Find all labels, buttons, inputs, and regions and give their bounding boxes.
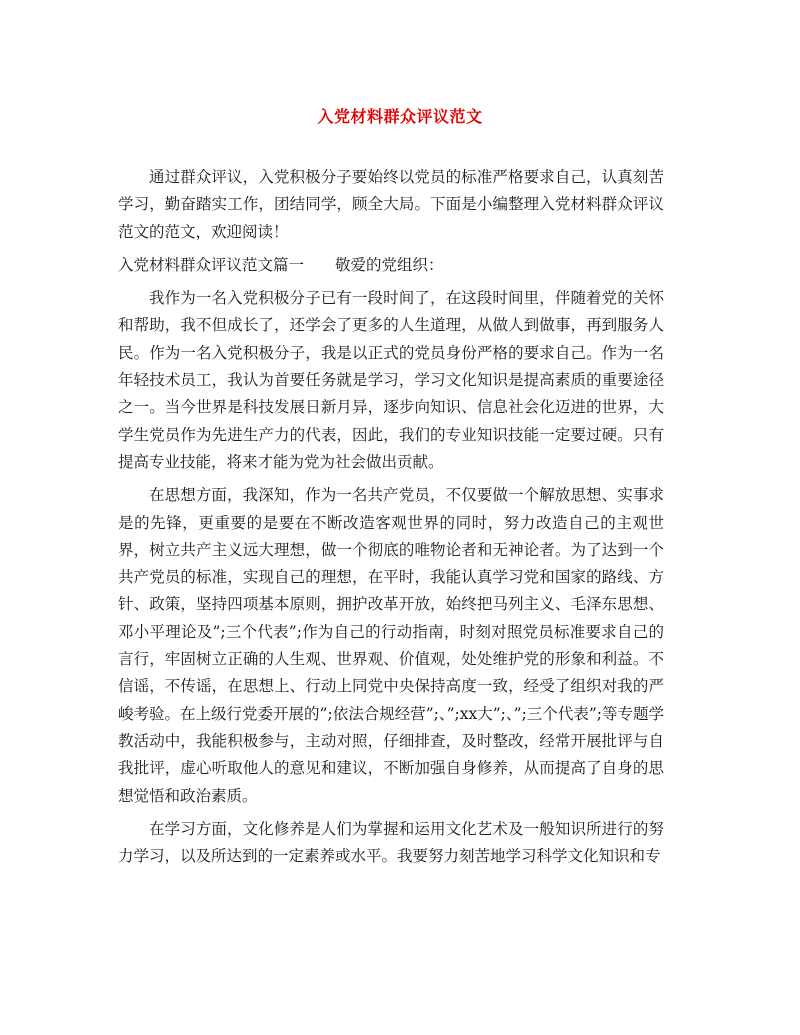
body-paragraph-1: 我作为一名入党积极分子已有一段时间了，在这段时间里，伴随着党的关怀和帮助，我不但成长了，还学会了更多的人生道理，从做人到做事，再到服务人民。作为一名入党积极分子，我是以正式的党员身份严格的要求自己。作为一名年轻技术员工，我认为首要任务就是学习，学习文化知识是提高素质的重要途径之一。当今世界是科技发展日新月异，逐步向知识、信息社会化迈进的世界，大学生党员作为先进生产力的代表，因此，我们的专业知识技能一定要过硬。只有提高专业技能，将来才能为党为社会做出贡献。	[118, 289, 664, 471]
intro-paragraph: 通过群众评议，入党积极分子要始终以党员的标准严格要求自己，认真刻苦学习，勤奋踏实工作，团结同学，顾全大局。下面是小编整理入党材料群众评议范文的范文，欢迎阅读！	[118, 168, 664, 241]
document-body	[118, 164, 664, 876]
body-paragraph-2: 在思想方面，我深知，作为一名共产党员，不仅要做一个解放思想、实事求是的先锋，更重要的是要在不断改造客观世界的同时，努力改造自己的主观世界，树立共产主义远大理想，做一个彻底的唯物论者和无神论者。为了达到一个共产党员的标准，实现自己的理想，在平时，我能认真学习党和国家的路线、方针、政策，坚持四项基本原则，拥护改革开放，始终把马列主义、毛泽东思想、邓小平理论及”;三个代表”;作为自己的行动指南，时刻对照党员标准要求自己的言行，牢固树立正确的人生观、世界观、价值观，处处维护党的形象和利益。不信谣，不传谣，在思想上、行动上同党中央保持高度一致，经受了组织对我的严峻考验。在上级行党委开展的”;依法合规经营”;、”;xx大”;、”;三个代表”;等专题学教活动中，我能积极参与，主动对照，仔细排查，及时整改，经常开展批评与自我批评，虚心听取他人的意见和建议，不断加强自身修养，从而提高了自身的思想觉悟和政治素质。	[118, 486, 664, 805]
section-heading: 入党材料群众评议范文篇一 敬爱的党组织：	[118, 255, 444, 274]
document-title: 入党材料群众评议范文	[317, 107, 483, 126]
body-paragraph-3: 在学习方面，文化修养是人们为掌握和运用文化艺术及一般知识所进行的努力学习，以及所达到的一定素养或水平。我要努力刻苦地学习科学文化知识和专	[118, 819, 664, 866]
